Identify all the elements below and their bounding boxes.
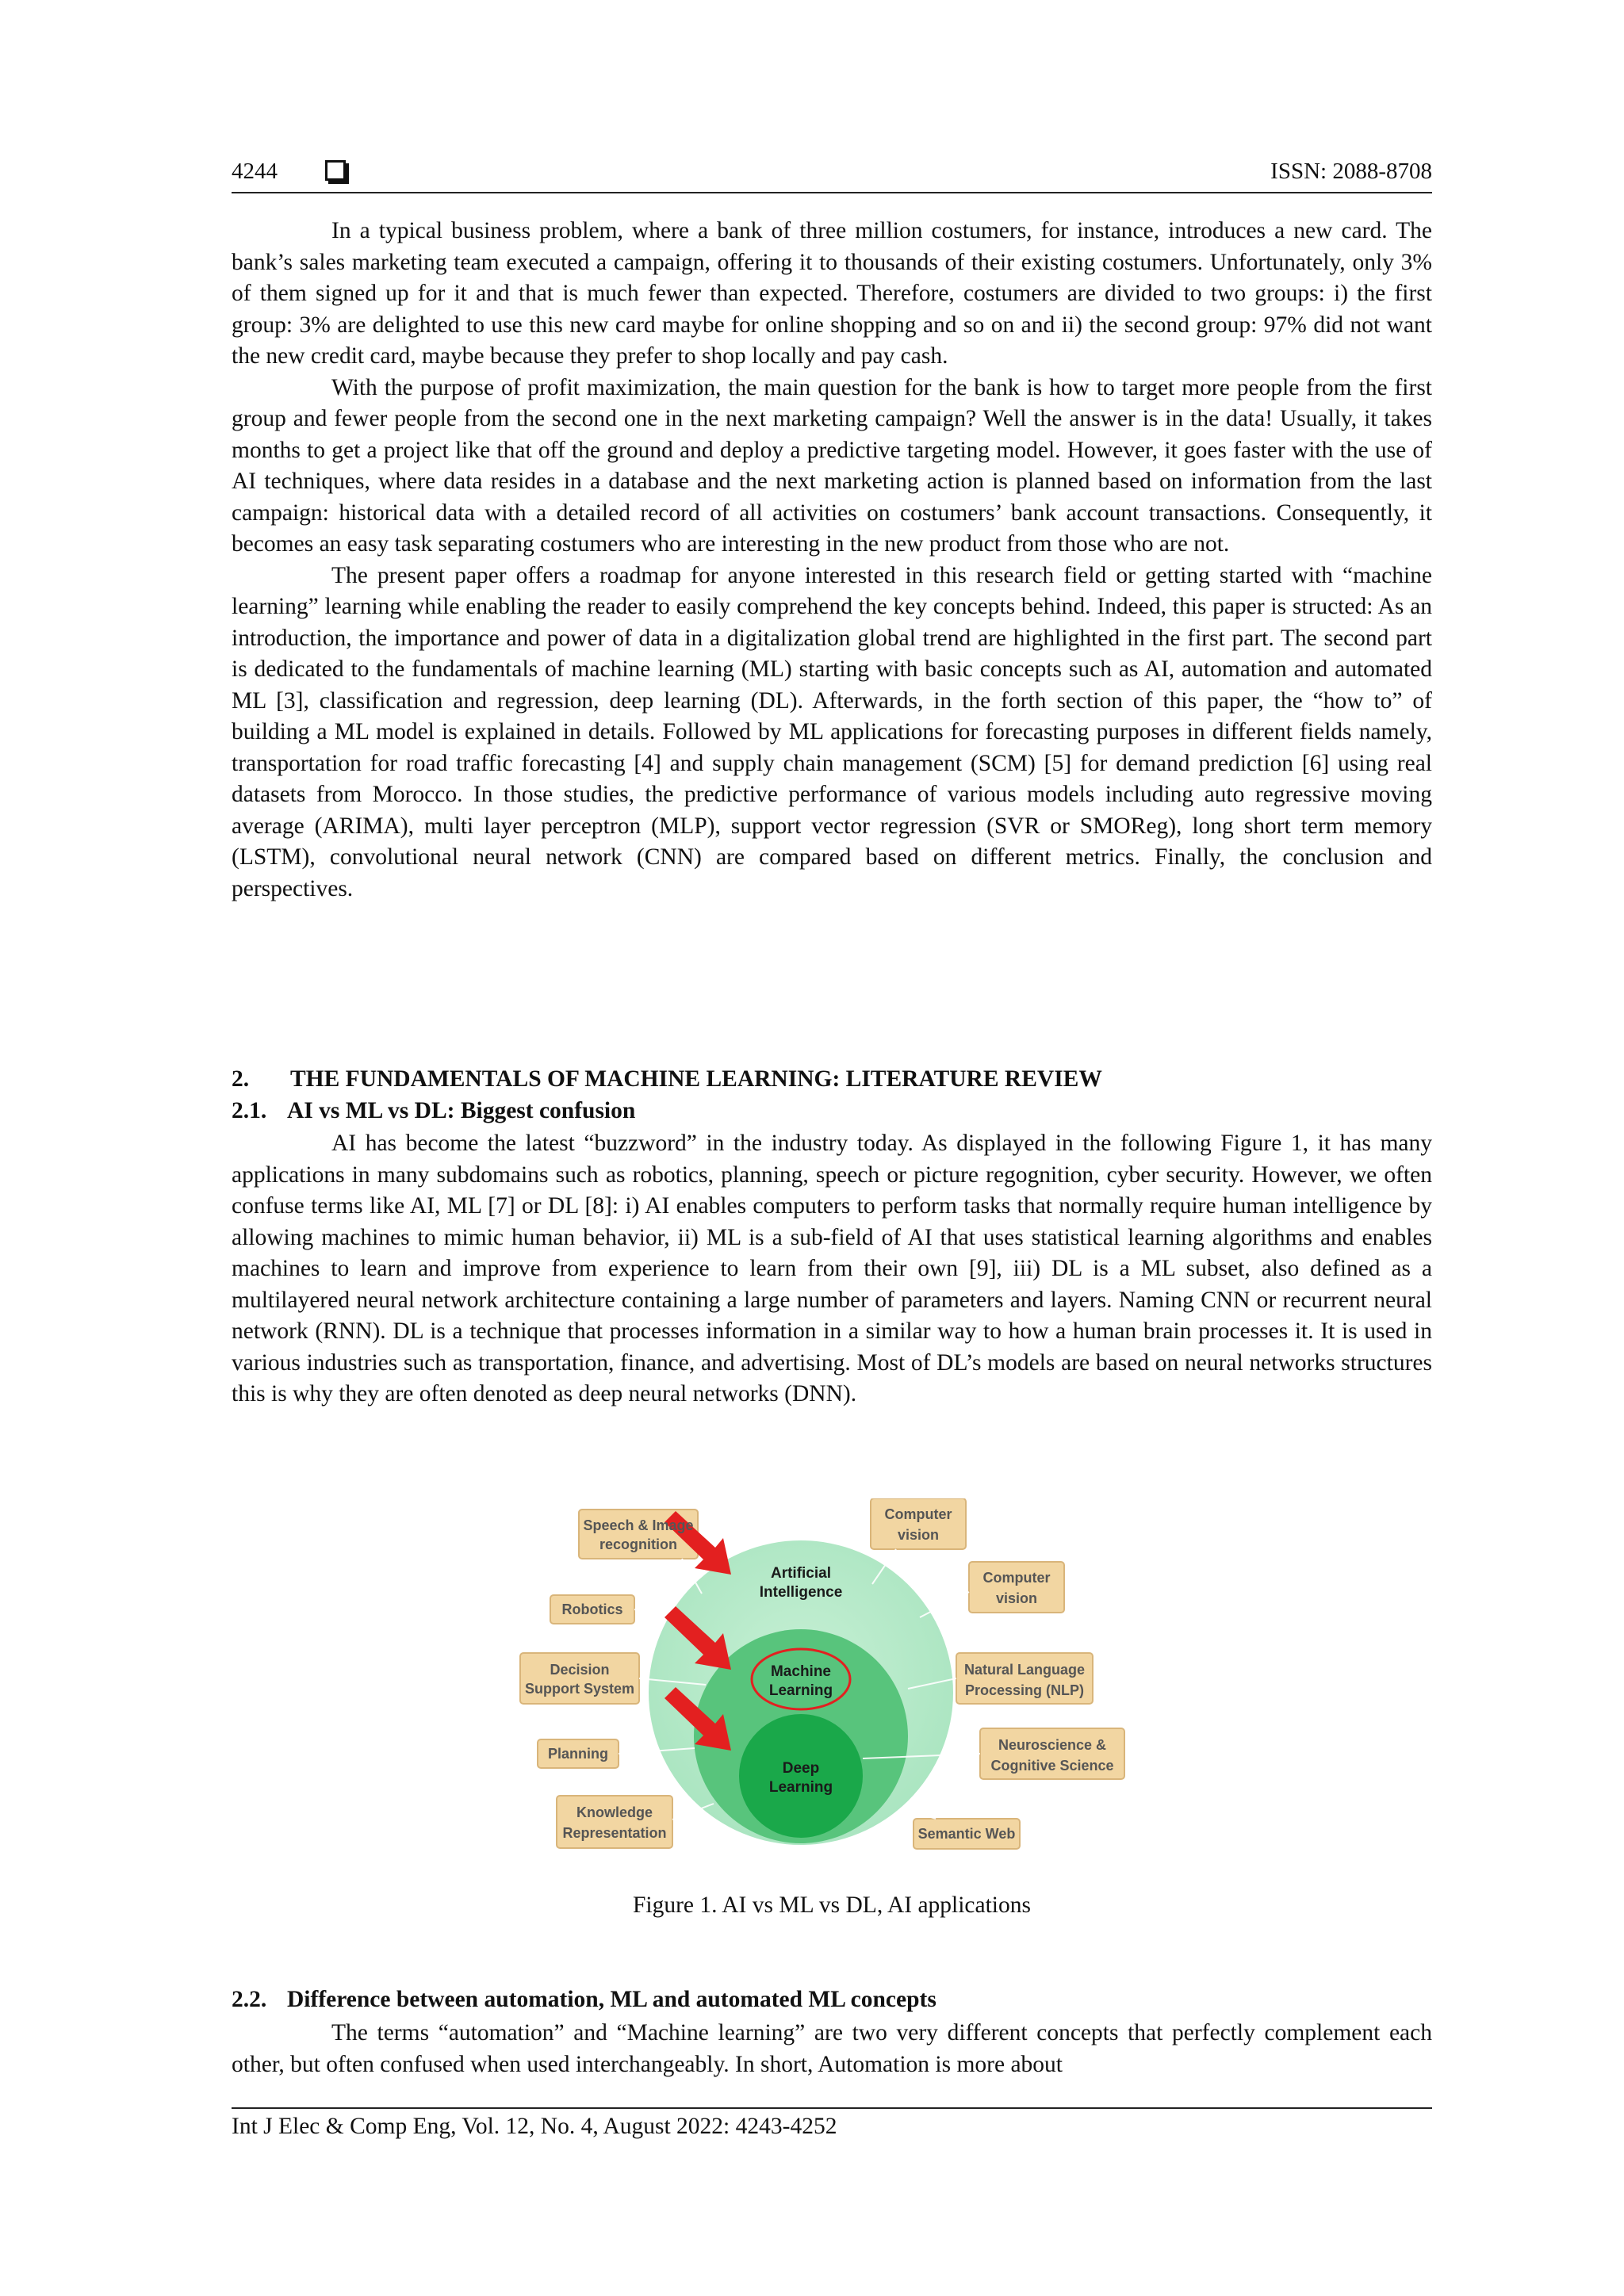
connector-line	[920, 1592, 969, 1617]
subsection-heading	[232, 1987, 936, 2013]
computer-vision-label-line: Computer	[884, 1506, 952, 1522]
section-title: THE FUNDAMENTALS OF MACHINE LEARNING: LITERATURE REVIEW	[290, 1066, 1102, 1092]
subsection-title: AI vs ML vs DL: Biggest confusion	[287, 1098, 636, 1123]
section-2-1-body	[232, 1128, 1432, 1410]
box-symbol-icon	[325, 160, 346, 181]
neuroscience-label-line: Neuroscience &	[998, 1737, 1107, 1753]
section-2-2-body	[232, 2018, 1432, 2080]
nlp-label-line: Processing (NLP)	[964, 1682, 1085, 1698]
subsection-number: 2.2.	[232, 1987, 267, 2012]
speech-image-label-line: recognition	[599, 1536, 677, 1552]
ml-circle-label: Machine	[770, 1663, 832, 1680]
section-number: 2.	[232, 1066, 250, 1092]
page-header	[232, 155, 1432, 193]
intro-section	[232, 216, 1432, 905]
dl-circle-label: Learning	[768, 1779, 833, 1796]
computer-vision-label-line: vision	[897, 1527, 940, 1543]
figure-1	[508, 1498, 1158, 1871]
decision-support-label-line: Support System	[524, 1681, 635, 1697]
paragraph: The present paper offers a roadmap for anyone interested in this research field or getting started with “machine learning” learning while enabling the reader to easily comprehend the key concepts behind. Indeed, this paper is structed: As an introduction, the importance and power of data in a digitalization global trend are highlighted in the first part. The second part is dedicated to the fundamentals of machine learning (ML) starting with basic concepts such as AI, automation and automated ML [3], classification and regression, deep learning (DL). Afterwards, in the forth section of this paper, the “how to” of building a ML model is explained in details. Followed by ML applications for forecasting purposes in different fields namely, transportation for road traffic forecasting [4] and supply chain management (SCM) [5] for demand prediction [6] using real datasets from Morocco. In those studies, the predictive performance of various models including auto regressive moving average (ARIMA), multi layer perceptron (MLP), support vector regression (SVR or SMOReg), long short term memory (LSTM), convolutional neural network (CNN) are compared based on different metrics. Finally, the conclusion and perspectives.	[232, 562, 1432, 901]
neuroscience-label-line: Cognitive Science	[990, 1758, 1114, 1774]
knowledge-label-line: Knowledge	[576, 1804, 653, 1820]
ai-circle-label: Intelligence	[759, 1584, 843, 1601]
speech-image-label-line: Speech & Image	[583, 1517, 694, 1533]
page-number: 4244	[232, 159, 278, 184]
ai-circle-label: Artificial	[770, 1565, 832, 1582]
connector-line	[634, 1609, 670, 1617]
paragraph: The terms “automation” and “Machine learning” are two very different concepts that perfectly complement each other, but often confused when used interchangeably. In short, Automation is more about	[232, 2020, 1432, 2077]
planning-label: Planning	[548, 1746, 608, 1762]
knowledge-label-line: Representation	[562, 1825, 667, 1841]
computer-vision-label-line: vision	[995, 1590, 1038, 1606]
ml-circle-label: Learning	[768, 1682, 833, 1699]
paragraph: With the purpose of profit maximization, the main question for the bank is how to target more people from the first group and fewer people from the second one in the next marketing campaign? Well the answer is in the data! Usually, it takes months to get a project like that off the ground and deploy a predictive targeting model. However, it goes faster with the use of AI techniques, where data resides in a database and the next marketing action is planned based on information from the last campaign: historical data with a detailed record of all activities on costumers’ bank account transactions. Consequently, it becomes an easy task separating costumers who are interesting in the new product from those who are not.	[232, 374, 1432, 557]
subsection-number: 2.1.	[232, 1098, 267, 1123]
paragraph: In a typical business problem, where a bank of three million costumers, for instance, introduces a new card. The bank’s sales marketing team executed a campaign, offering it to thousands of their existing costumers. Unfortunately, only 3% of them signed up for it and that is much fewer than expected. Therefore, costumers are divided to two groups: i) the first group: 3% are delighted to use this new card maybe for online shopping and so on and ii) the second group: 97% did not want the new credit card, maybe because they prefer to shop locally and pay cash.	[232, 218, 1432, 369]
paragraph: AI has become the latest “buzzword” in the industry today. As displayed in the following Figure 1, it has many applications in many subdomains such as robotics, planning, speech or picture regognition, cyber security. However, we often confuse terms like AI, ML [7] or DL [8]: i) AI enables computers to perform tasks that normally require human intelligence by allowing machines to mimic human behavior, ii) ML is a sub-field of AI that uses statistical learning algorithms and enables machines to learn and improve from experience to learn from their own [9], iii) DL is a ML subset, also defined as a multilayered neural network architecture containing a large number of parameters and layers. Naming CNN or recurrent neural network (RNN). DL is a technique that processes information in a similar way to how a human brain processes it. It is used in various industries such as transportation, finance, and advertising. Most of DL’s models are based on neural networks structures this is why they are often denoted as deep neural networks (DNN).	[232, 1131, 1432, 1406]
computer-vision-label-line: Computer	[982, 1570, 1051, 1586]
page-footer	[232, 2107, 1432, 2140]
issn: ISSN: 2088-8708	[1270, 159, 1432, 184]
connector-line	[904, 1808, 936, 1819]
robotics-label: Robotics	[561, 1601, 623, 1617]
semantic-web-label: Semantic Web	[917, 1826, 1016, 1842]
dl-circle-label: Deep	[782, 1760, 820, 1777]
decision-support-label-line: Decision	[550, 1662, 610, 1678]
figure-caption: Figure 1. AI vs ML vs DL, AI applications	[632, 1892, 1031, 1918]
subsection-title: Difference between automation, ML and automated ML concepts	[287, 1987, 936, 2012]
subsection-heading	[232, 1098, 635, 1124]
journal-citation: Int J Elec & Comp Eng, Vol. 12, No. 4, August 2022: 4243-4252	[232, 2114, 837, 2139]
ai-ml-dl-diagram	[508, 1498, 1158, 1871]
section-heading	[232, 1066, 1102, 1093]
nlp-label-line: Natural Language	[963, 1662, 1086, 1678]
